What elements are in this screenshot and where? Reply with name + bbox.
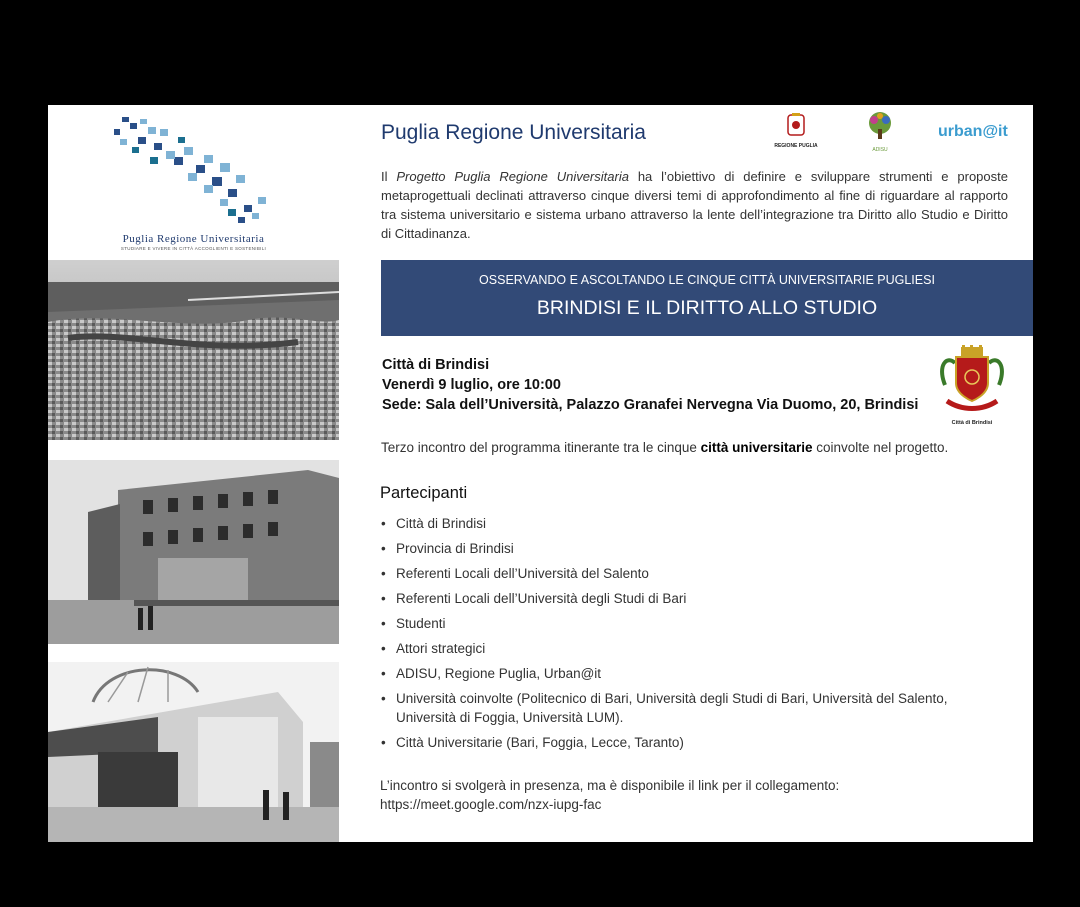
participant-item: • ADISU, Regione Puglia, Urban@it xyxy=(381,664,1011,683)
participant-item: • Città Universitarie (Bari, Foggia, Lecce, Taranto) xyxy=(381,733,1011,752)
tree-icon xyxy=(864,111,896,141)
participant-item: • Attori strategici xyxy=(381,639,1011,658)
closing-text: L’incontro si svolgerà in presenza, ma è disponibile il link per il collegamento: xyxy=(380,778,840,793)
urban-it-logo: urban@it xyxy=(938,123,1008,140)
third-meeting-after: coinvolte nel progetto. xyxy=(812,440,949,455)
closing-note xyxy=(380,776,839,814)
logo-subtitle: STUDIARE E VIVERE IN CITTÀ ACCOGLIENTI E SOSTENIBILI xyxy=(120,246,267,251)
third-meeting-before: Terzo incontro del programma itinerante tra le cinque xyxy=(381,440,701,455)
crest-caption: Città di Brindisi xyxy=(951,420,993,426)
intro-body: ha l’obiettivo di definire e sviluppare strumenti e proposte metaprogettuali declinati attraverso cinque diversi temi di approfondimento al fine di riguardare al rapporto tra sistema universitario e sistema urbano attraverso la lente dell’integrazione tra Diritto allo Studio e Diritto di Cittadinanza. xyxy=(381,169,1008,241)
event-details xyxy=(382,355,918,415)
brindisi-crest xyxy=(936,345,1008,429)
event-city: Città di Brindisi xyxy=(382,357,490,373)
project-name: Progetto Puglia Regione Universitaria xyxy=(396,169,629,184)
intro-lead: Il xyxy=(381,169,397,184)
participant-item: • Referenti Locali dell’Università del Salento xyxy=(381,564,1011,583)
banner-title: BRINDISI E IL DIRITTO ALLO STUDIO xyxy=(536,297,878,319)
participant-item: • Studenti xyxy=(381,614,1011,633)
participant-item: • Referenti Locali dell’Università degli Studi di Bari xyxy=(381,589,1011,608)
participant-item: • Città di Brindisi xyxy=(381,514,1011,533)
header-title: Puglia Regione Universitaria xyxy=(381,121,646,144)
event-venue: Sede: Sala dell’Università, Palazzo Granafei Nervegna Via Duomo, 20, Brindisi xyxy=(382,397,919,413)
logo-title: Puglia Regione Universitaria xyxy=(122,233,265,245)
project-logo xyxy=(48,105,339,258)
brindisi-coat-of-arms-icon xyxy=(937,345,1007,415)
participants-title: Partecipanti xyxy=(380,484,468,502)
people-figures-icon xyxy=(108,113,278,233)
third-meeting-text xyxy=(381,440,948,455)
meeting-link[interactable]: https://meet.google.com/nzx-iupg-fac xyxy=(380,797,602,812)
intro-paragraph xyxy=(381,167,1008,243)
modern-building-photo xyxy=(48,662,339,842)
third-meeting-bold: città universitarie xyxy=(700,440,813,455)
regione-puglia-logo xyxy=(766,113,826,149)
banner-subtitle: OSSERVANDO E ASCOLTANDO LE CINQUE CITTÀ UNIVERSITARIE PUGLIESI xyxy=(479,273,935,287)
regione-puglia-crest-icon xyxy=(786,113,806,137)
participants-list xyxy=(381,514,1011,758)
regione-puglia-caption: REGIONE PUGLIA xyxy=(774,143,818,149)
aerial-city-photo xyxy=(48,260,339,440)
participant-item: • Università coinvolte (Politecnico di Bari, Università degli Studi di Bari, Università del Salento, Università di Foggia, Università LUM). xyxy=(381,689,1011,727)
adisu-caption: ADISU xyxy=(872,147,888,153)
title-banner xyxy=(381,260,1033,336)
adisu-logo xyxy=(860,111,900,153)
participant-item: • Provincia di Brindisi xyxy=(381,539,1011,558)
event-flyer xyxy=(48,105,1033,842)
event-date: Venerdì 9 luglio, ore 10:00 xyxy=(382,377,561,393)
university-building-photo xyxy=(48,460,339,644)
